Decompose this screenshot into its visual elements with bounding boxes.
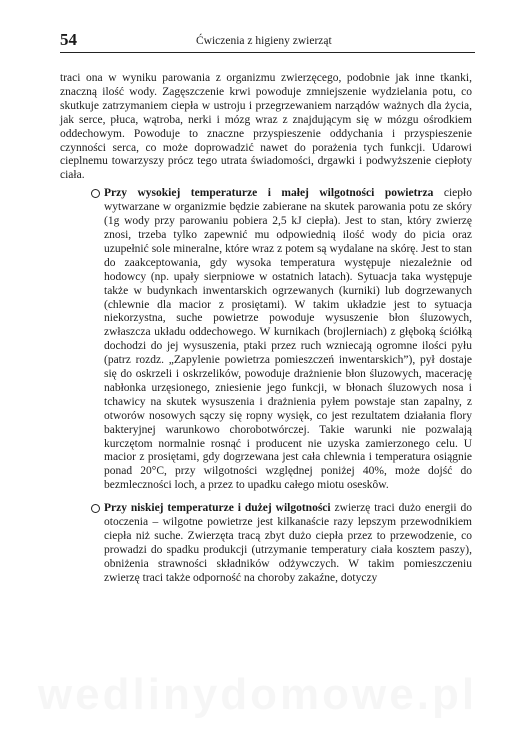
bullet-body-text: ciepło wytwarzane w organizmie będzie zabierane na skutek parowania potu ze skóry (1g wody przy parowaniu pobiera 2,5 kJ ciepła). Jest to stan, który zwierzę znosi, trzeba tylko zapewnić mu odpowiednią ilość wody do picia oraz uzupełnić sole mineralne, które wraz z potem są wydalane na skórę. Jest to stan do zaakceptowania, gdy wysoka temperatura występuje niezależnie od hodowcy (np. upały sierpniowe w ostatnich latach). Sytuacja taka występuje także w budynkach inwentarskich ogrzewanych (kurniki) lub dogrzewanych (chlewnie dla macior z prosiętami). W takim układzie jest to sytuacja niekorzystna, suche powietrze powoduje wysuszenie błon śluzowych, zwłaszcza układu oddechowego. W kurnikach (brojlerniach) z głęboką ściółką dochodzi do jej wysuszenia, ptaki przez ruch wzniecają ogromne ilości pyłu (patrz rozdz. „Zapylenie powietrza pomieszczeń inwentarskich”), pył dostaje się do oskrzeli i oskrzelików, powoduje drażnienie błon śluzowych, macerację nabłonka urzęsionego, zniesienie jego funkcji, w błonach śluzowych nosa i tchawicy na skutek wysuszenia i drażnienia pyłem powstaje stan zapalny, z otworów nosowych sączy się ropny wysięk, co jest rezultatem działania flory bakteryjnej warunkowo chorobotwórczej. Takie warunki nie pozwalają kurczętom normalnie rosnąć i producent nie uzyska zamierzonego celu. U macior z prosiętami, gdy dogrzewana jest cała chlewnia i temperatura osiągnie ponad 20°C, przy wilgotności względnej poniżej 40%, może dojść do bezmleczności loch, a przez to upadku całego miotu oseskôw. <box>104 187 472 492</box>
bullet-paragraph <box>104 187 472 493</box>
header-rule <box>60 52 475 53</box>
circle-bullet-icon <box>91 504 100 513</box>
watermark <box>0 670 515 720</box>
circle-bullet-icon <box>91 189 100 198</box>
page-number: 54 <box>60 30 77 49</box>
bullet-lead-text: Przy niskiej temperaturze i dużej wilgotności <box>104 502 331 515</box>
bullet-high-temperature <box>60 187 472 493</box>
intro-paragraph: traci ona w wyniku parowania z organizmu zwierzęcego, podobnie jak inne tkanki, znaczną ilość wody. Zagęszczenie krwi powoduje zmniejszenie wydzielania potu, co skutkuje zatrzymaniem ciepła w ustroju i przegrzewaniem narządów ważnych dla życia, jak serce, płuca, wątroba, nerki i mózg wraz z znajdującym się w mózgu ośrodkiem oddechowym. Powoduje to znaczne przyspieszenie oddychania i przyspieszenie czynności serca, co może doprowadzić nawet do porażenia tych funkcji. Udarowi cieplnemu towarzyszy prócz tego utrata świadomości, drgawki i podwyższenie ciepłoty ciała. <box>60 72 472 182</box>
bullet-body-text: zwierzę traci dużo energii do otoczenia – wilgotne powietrze jest kilkanaście razy lepszym przewodnikiem ciepła niż suche. Zwierzęta tracą zbyt dużo ciepła przez to przewodzenie, co prowadzi do spadku produkcji (utrzymanie temperatury ciała kosztem paszy), obniżenia strawności składników odżywczych. W takim pomieszczeniu zwierzę traci także odporność na choroby zakaźne, dotyczy <box>104 502 473 584</box>
page-body <box>60 72 472 586</box>
bullet-low-temperature <box>60 502 472 585</box>
running-title: Ćwiczenia z higieny zwierząt <box>196 35 332 47</box>
bullet-lead-text: Przy wysokiej temperaturze i małej wilgotności powietrza <box>104 187 434 200</box>
bullet-paragraph <box>104 502 472 585</box>
page-header <box>60 30 475 52</box>
